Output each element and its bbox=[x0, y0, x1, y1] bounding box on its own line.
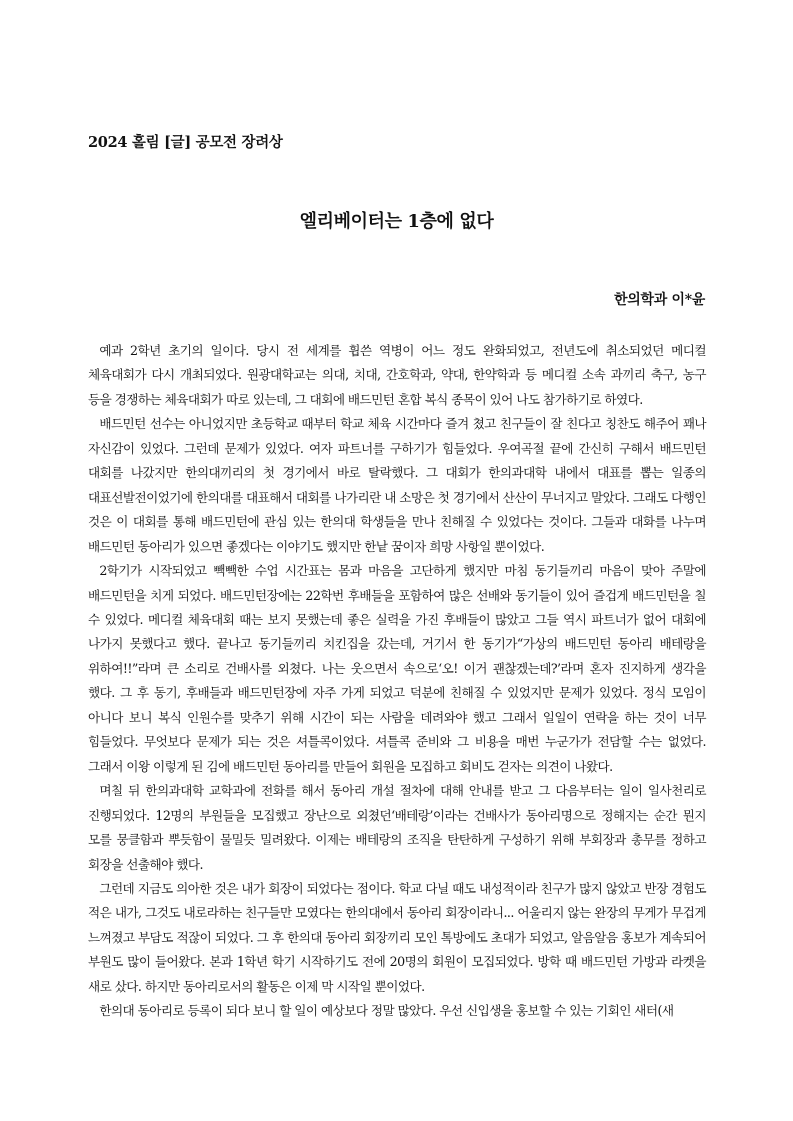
paragraph: 며칠 뒤 한의과대학 교학과에 전화를 해서 동아리 개설 절차에 대해 안내를 받고 그 다음부터는 일이 일사천리로 진행되었다. 12명의 부원들을 모집했고 장난으로 외쳤던‘배테랑’이라는 건배사가 동아리명으로 정해지는 순간 뭔지 모를 뭉클함과 뿌듯함이 물밀듯 밀려왔다. 이제는 배테랑의 조직을 탄탄하게 구성하기 위해 부회장과 총무를 정하고 회장을 선출해야 했다. bbox=[88, 783, 706, 872]
paragraph: 그런데 지금도 의아한 것은 내가 회장이 되었다는 점이다. 학교 다닐 때도 내성적이라 친구가 많지 않았고 반장 경험도 적은 내가, 그것도 내로라하는 친구들만 모였다는 한의대에서 동아리 회장이라니... 어울리지 않는 완장의 무게가 무겁게 느껴졌고 부담도 적잖이 되었다. 그 후 한의대 동아리 회장끼리 모인 톡방에도 초대가 되었고, 알음알음 홍보가 계속되어 부원도 많이 들어왔다. 본과 1학년 학기 시작하기도 전에 20명의 회원이 모집되었다. 방학 때 배드민턴 가방과 라켓을 새로 샀다. 하지만 동아리로서의 활동은 이제 막 시작일 뿐이었다. bbox=[88, 880, 706, 994]
paragraph: 한의대 동아리로 등록이 되다 보니 할 일이 예상보다 정말 많았다. 우선 신입생을 홍보할 수 있는 기회인 새터(새 bbox=[99, 1003, 674, 1019]
paragraph: 2학기가 시작되었고 빽빽한 수업 시간표는 몸과 마음을 고단하게 했지만 마침 동기들끼리 마음이 맞아 주말에 배드민턴을 치게 되었다. 배드민턴장에는 22학번 후배들을 포함하여 많은 선배와 동기들이 있어 즐겁게 배드민턴을 칠 수 있었다. 메디컬 체육대회 때는 보지 못했는데 좋은 실력을 가진 후배들이 많았고 그들 역시 파트너가 없어 대회에 나가지 못했다고 했다. 끝나고 동기들끼리 치킨집을 갔는데, 거기서 한 동기가“가상의 배드민턴 동아리 배테랑을 위하여!!”라며 큰 소리로 건배사를 외쳤다. 나는 웃으면서 속으로‘오! 이거 괜찮겠는데?’라며 혼자 진지하게 생각을 했다. 그 후 동기, 후배들과 배드민턴장에 자주 가게 되었고 덕분에 친해질 수 있었지만 문제가 있었다. 정식 모임이 아니다 보니 복식 인원수를 맞추기 위해 시간이 되는 사람을 데려와야 했고 그래서 일일이 연락을 하는 것이 너무 힘들었다. 무엇보다 문제가 되는 것은 셔틀콕이었다. 셔틀콕 준비와 그 비용을 매번 누군가가 전담할 수는 없었다. 그래서 이왕 이렇게 된 김에 배드민턴 동아리를 만들어 회원을 모집하고 회비도 걷자는 의견이 나왔다. bbox=[88, 563, 706, 774]
author-byline: 한의학과 이*윤 bbox=[614, 292, 705, 308]
paragraph: 예과 2학년 초기의 일이다. 당시 전 세계를 휩쓴 역병이 어느 정도 완화되었고, 전년도에 취소되었던 메디컬 체육대회가 다시 개최되었다. 원광대학교는 의대, 치대, 간호학과, 약대, 한약학과 등 메디컬 소속 과끼리 축구, 농구 등을 경쟁하는 체육대회가 따로 있는데, 그 대회에 배드민턴 혼합 복식 종목이 있어 나도 참가하기로 하였다. bbox=[88, 343, 706, 407]
document-title: 엘리베이터는 1층에 없다 bbox=[299, 211, 494, 232]
paragraph: 배드민턴 선수는 아니었지만 초등학교 때부터 학교 체육 시간마다 즐겨 쳤고 친구들이 잘 친다고 칭찬도 해주어 꽤나 자신감이 있었다. 그런데 문제가 있었다. 여자 파트너를 구하기가 힘들었다. 우여곡절 끝에 간신히 구해서 배드민턴 대회를 나갔지만 한의대끼리의 첫 경기에서 바로 탈락했다. 그 대회가 한의과대학 내에서 대표를 뽑는 일종의 대표선발전이었기에 한의대를 대표해서 대회를 나가리란 내 소망은 첫 경기에서 산산이 무너지고 말았다. 그래도 다행인 것은 이 대회를 통해 배드민턴에 관심 있는 한의대 학생들을 만나 친해질 수 있었다는 것이다. 그들과 대화를 나누며 배드민턴 동아리가 있으면 좋겠다는 이야기도 했지만 한낱 꿈이자 희망 사항일 뿐이었다. bbox=[88, 416, 706, 554]
contest-award-label: 2024 홀림 [글] 공모전 장려상 bbox=[88, 134, 283, 151]
essay-body bbox=[88, 339, 706, 1024]
